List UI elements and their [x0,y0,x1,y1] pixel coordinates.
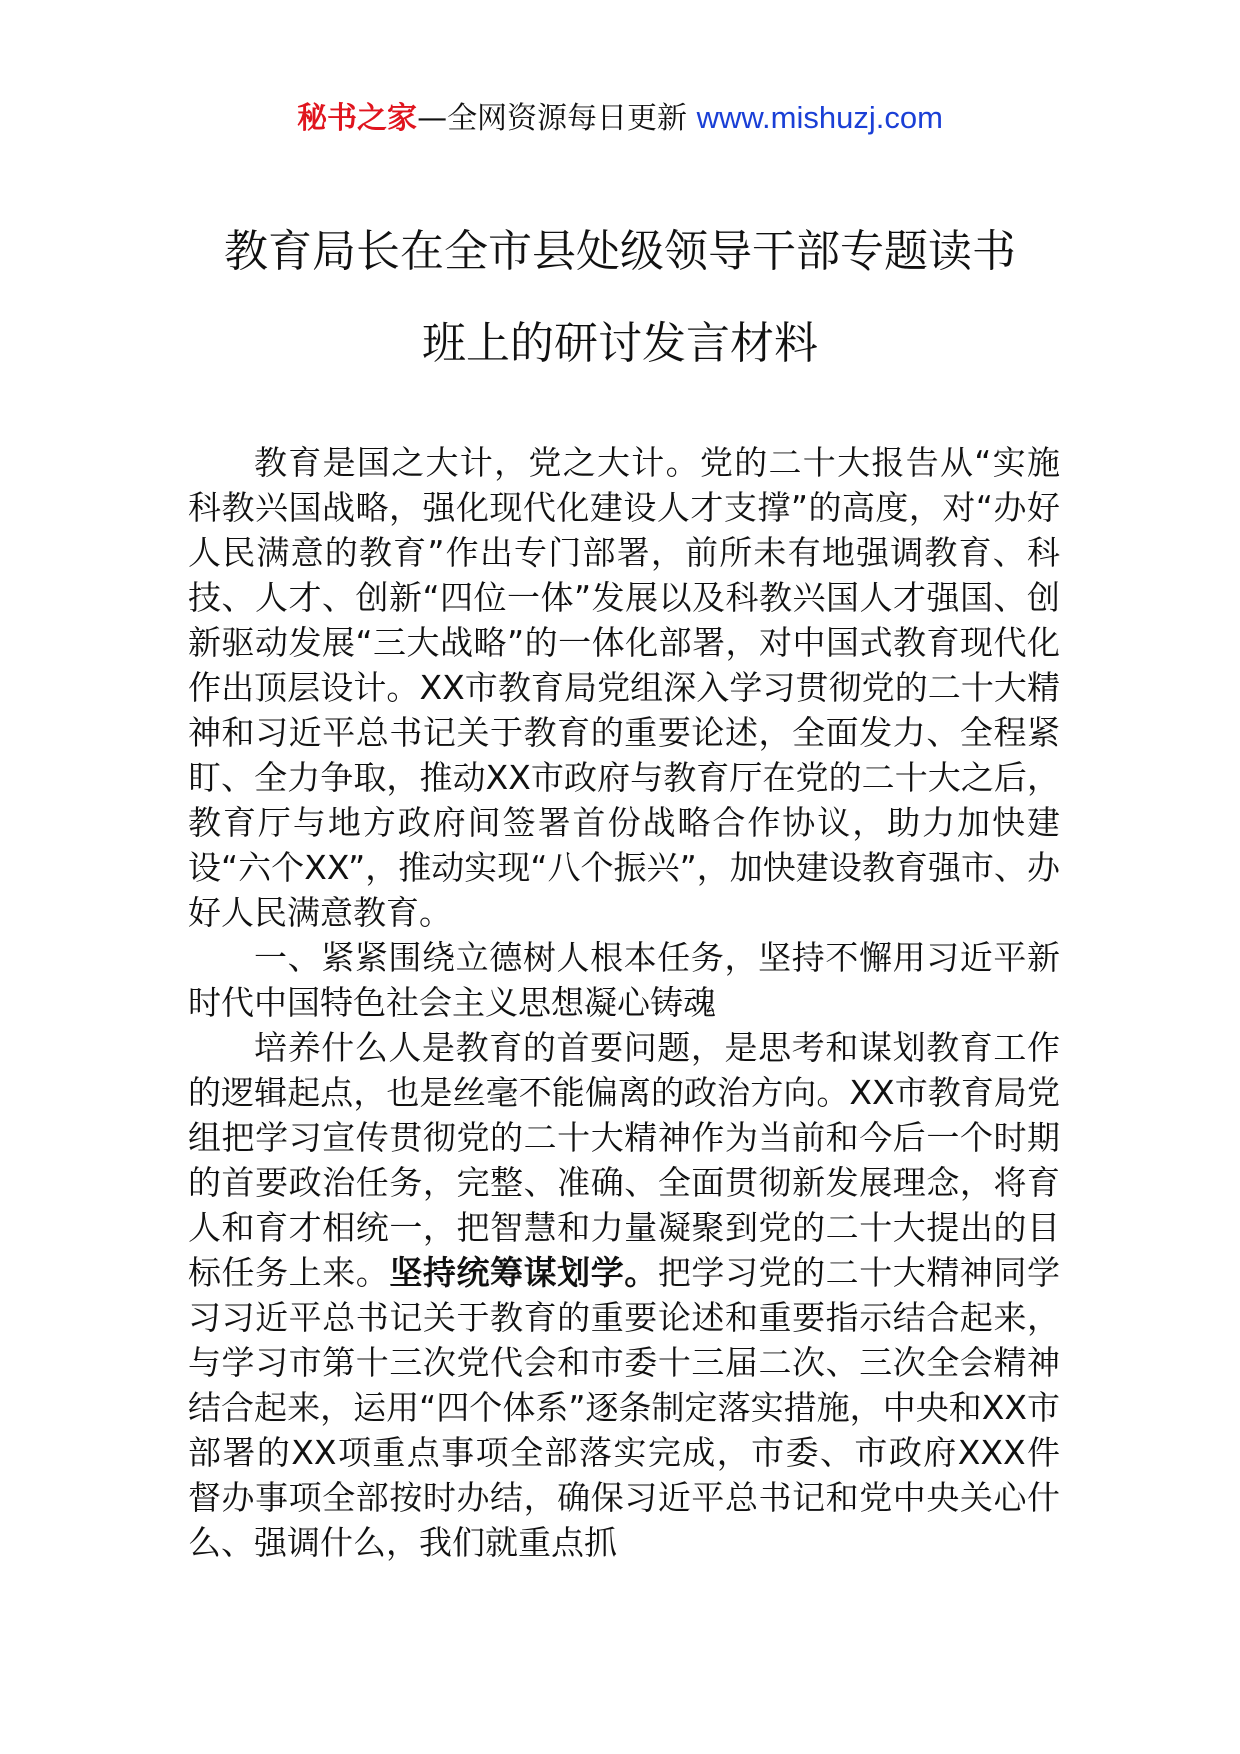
section-1-bold-phrase: 坚持统筹谋划学。 [389,1253,658,1292]
document-title [150,206,1090,390]
section-1-paragraph-text-b: 把学习党的二十大精神同学习习近平总书记关于教育的重要论述和重要指示结合起来，与学习市第十三次党代会和市委十三届二次、三次全会精神结合起来，运用“四个体系”逐条制定落实措施，中央和XX市部署的XX项重点事项全部落实完成，市委、市政府XXX件督办事项全部按时办结，确保习近平总书记和党中央关心什么、强调什么，我们就重点抓 [188,1253,1061,1562]
title-line-1: 教育局长在全市县处级领导干部专题读书 [224,226,1016,277]
title-line-2: 班上的研讨发言材料 [422,318,818,369]
intro-paragraph: 教育是国之大计，党之大计。党的二十大报告从“实施科教兴国战略，强化现代化建设人才支撑”的高度，对“办好人民满意的教育”作出专门部署，前所未有地强调教育、科技、人才、创新“四位一体”发展以及科教兴国人才强国、创新驱动发展“三大战略”的一体化部署，对中国式教育现代化作出顶层设计。XX市教育局党组深入学习贯彻党的二十大精神和习近平总书记关于教育的重要论述，全面发力、全程紧盯、全力争取，推动XX市政府与教育厅在党的二十大之后，教育厅与地方政府间签署首份战略合作协议，助力加快建设“六个XX”，推动实现“八个振兴”，加快建设教育强市、办好人民满意教育。 [188,443,1060,932]
site-header [0,98,1240,139]
section-1-paragraph-text-a: 培养什么人是教育的首要问题，是思考和谋划教育工作的逻辑起点，也是丝毫不能偏离的政治方向。XX市教育局党组把学习宣传贯彻党的二十大精神作为当前和今后一个时期的首要政治任务，完整、准确、全面贯彻新发展理念，将育人和育才相统一，把智慧和力量凝聚到党的二十大提出的目标任务上来。 [188,1028,1060,1292]
section-1-paragraph [188,1025,1060,1565]
site-url-link[interactable]: www.mishuzj.com [696,100,943,135]
document-body [188,440,1060,1565]
site-tagline: —全网资源每日更新 [417,101,688,136]
section-heading-1: 一、紧紧围绕立德树人根本任务，坚持不懈用习近平新时代中国特色社会主义思想凝心铸魂 [188,938,1060,1022]
brand-name: 秘书之家 [297,101,418,136]
